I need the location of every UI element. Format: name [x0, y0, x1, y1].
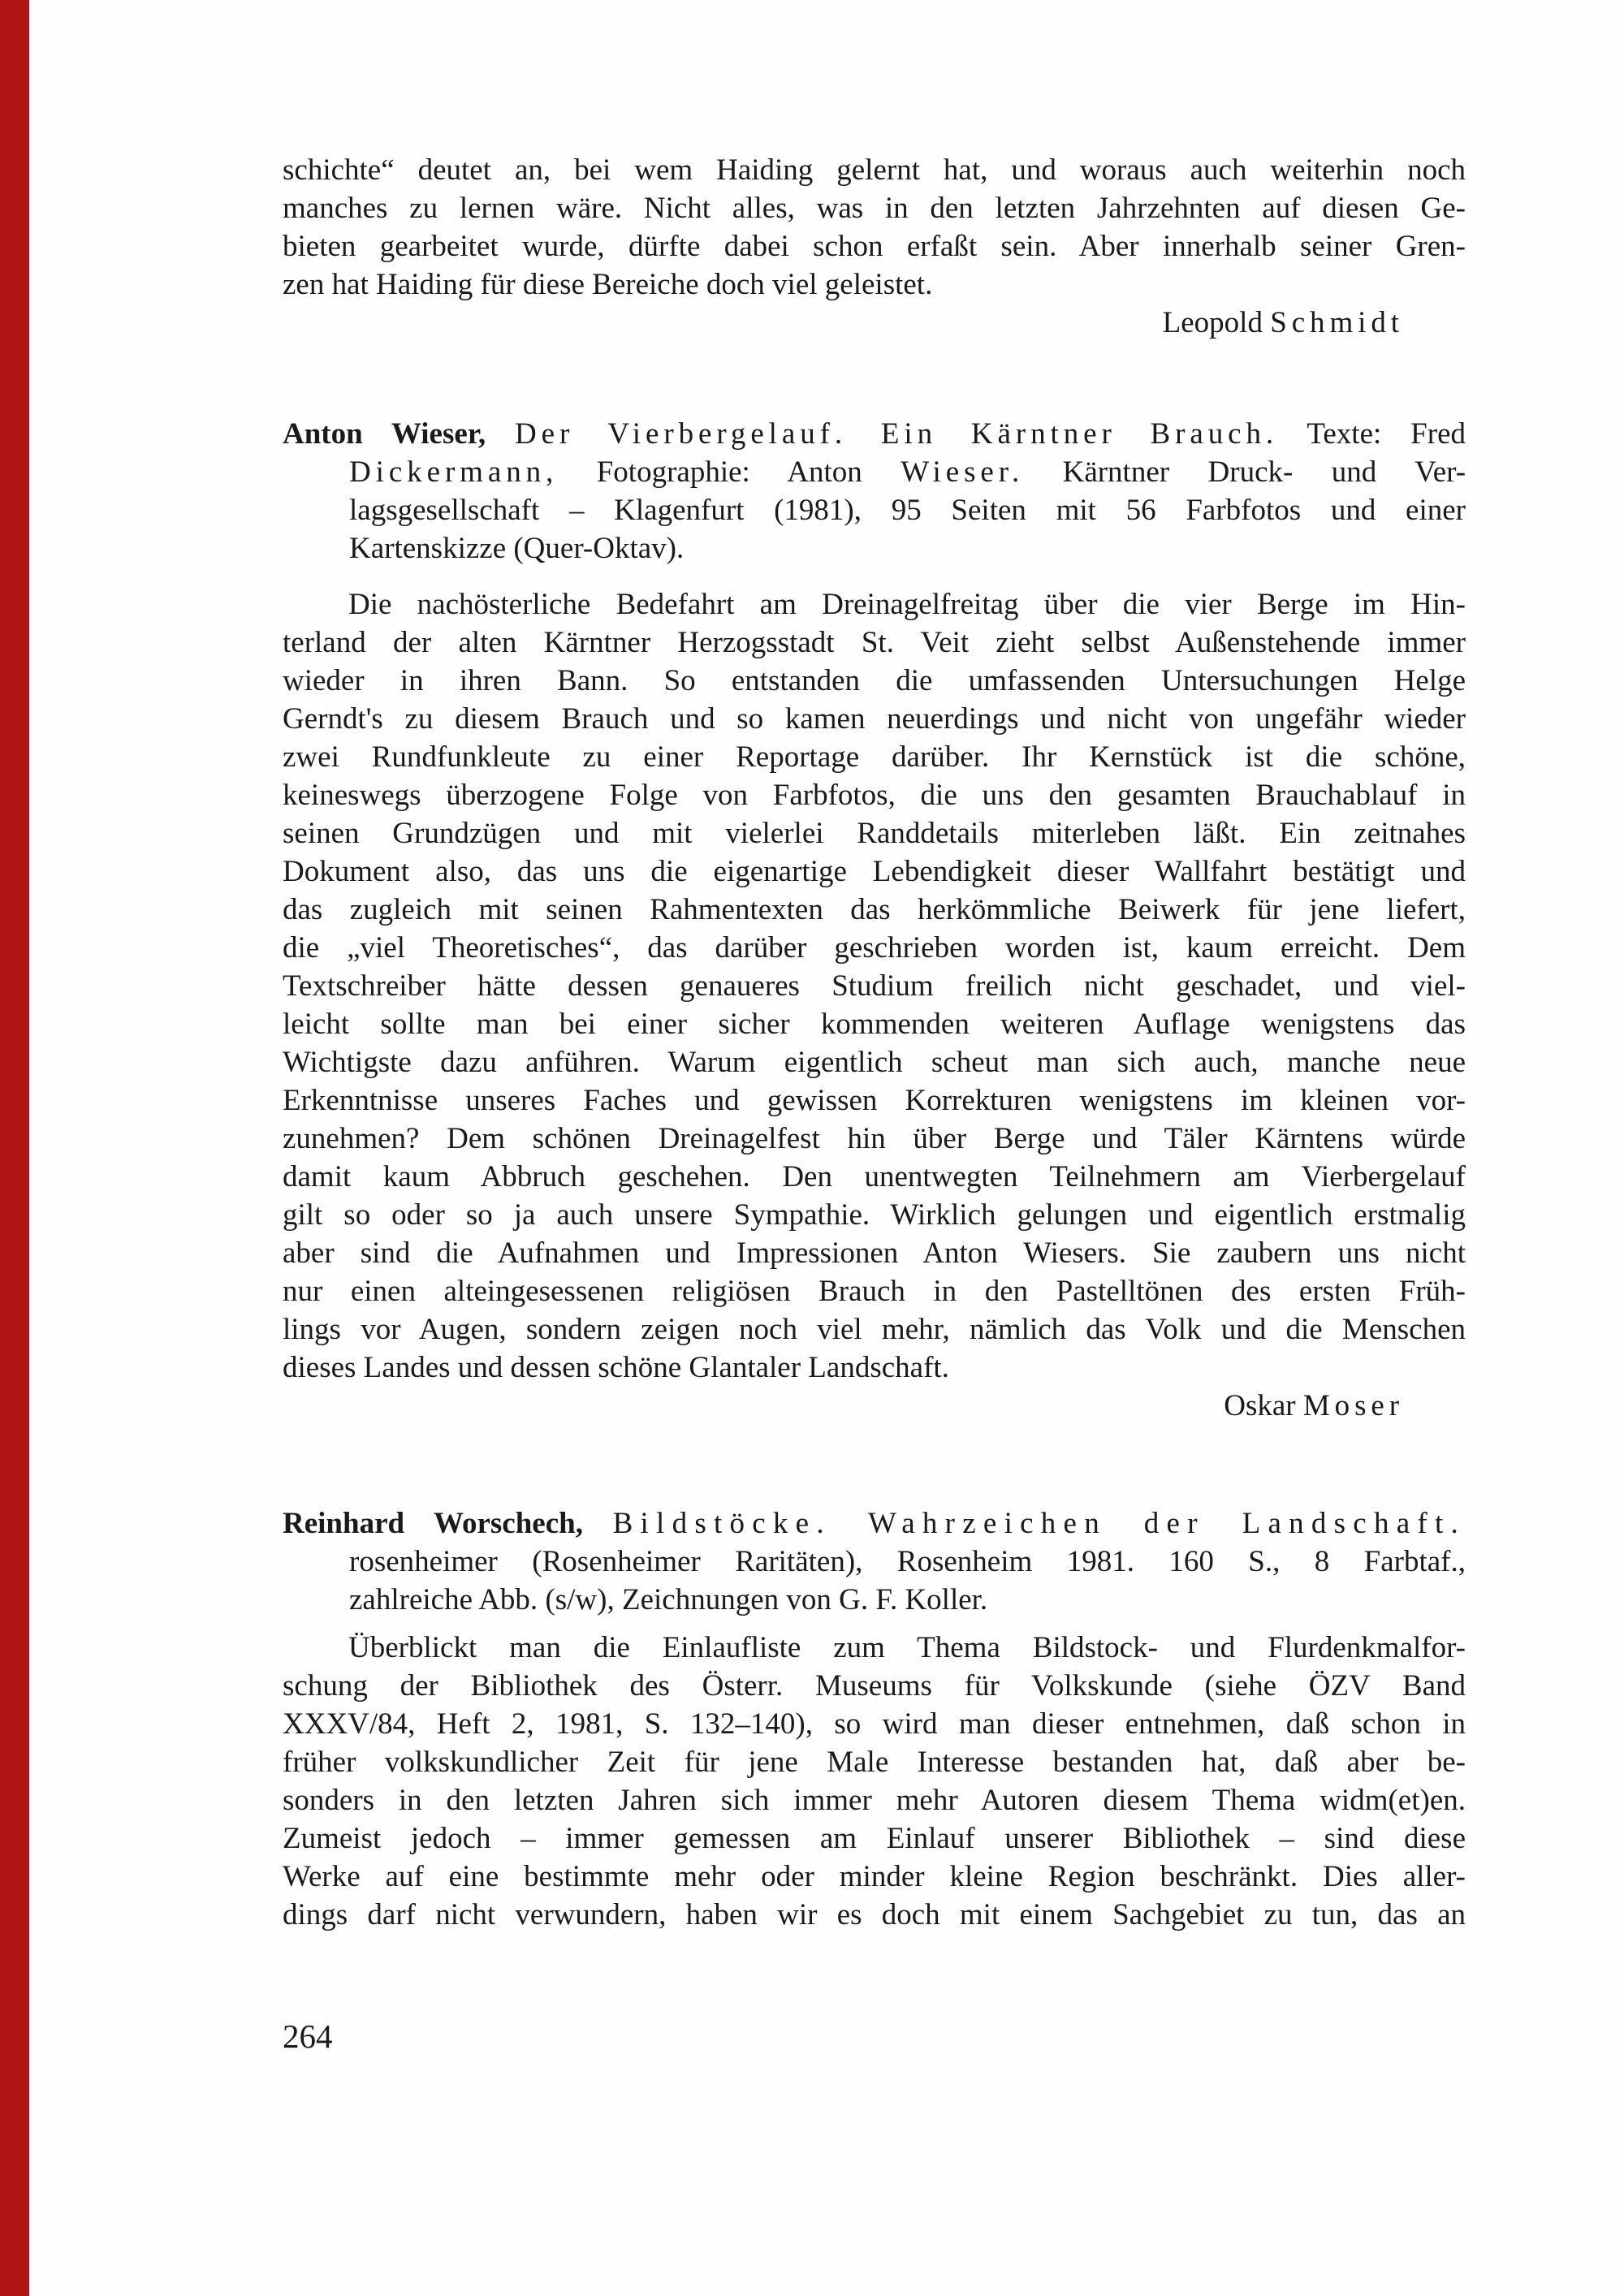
text-segment: Wieser.	[901, 455, 1025, 489]
text-segment: lings vor Augen, sondern zeigen noch viel mehr, nämlich das Volk und die Menschen	[283, 1313, 1466, 1346]
previous-review-closing-paragraph	[283, 151, 1466, 304]
text-segment: zwei Rundfunkleute zu einer Reportage darüber. Ihr Kernstück ist die schöne,	[283, 740, 1466, 774]
text-line	[283, 529, 1466, 568]
text-segment: Texte: Fred	[1307, 417, 1466, 451]
text-segment: Wichtigste dazu anführen. Warum eigentlich scheut man sich auch, manche neue	[283, 1046, 1466, 1079]
text-line	[283, 415, 1466, 453]
text-line	[283, 1543, 1466, 1581]
text-segment: leicht sollte man bei einer sicher kommenden weiteren Auflage wenigstens das	[283, 1008, 1466, 1041]
text-segment: zahlreiche Abb. (s/w), Zeichnungen von G. F. Koller.	[349, 1583, 988, 1616]
text-line	[283, 453, 1466, 491]
text-segment: Die nachösterliche Bedefahrt am Dreinagelfreitag über die vier Berge im Hin-	[348, 588, 1466, 621]
text-line	[283, 585, 1466, 624]
text-segment: die „viel Theoretisches“, das darüber geschrieben worden ist, kaum erreicht. Dem	[283, 931, 1466, 965]
text-segment: bieten gearbeitet wurde, dürfte dabei schon erfaßt sein. Aber innerhalb seiner Gren-	[283, 230, 1466, 263]
text-segment: Dickermann,	[349, 455, 559, 489]
text-line	[283, 776, 1466, 814]
text-segment: Schmidt	[1270, 306, 1404, 339]
text-segment: Moser	[1302, 1389, 1404, 1422]
text-line	[283, 491, 1466, 529]
text-segment: lagsgesellschaft – Klagenfurt (1981), 95 Seiten mit 56 Farbfotos und einer	[349, 494, 1466, 527]
left-scan-edge-bar	[0, 0, 29, 2296]
page-text-column	[283, 151, 1466, 1934]
text-line	[283, 1896, 1466, 1934]
text-line	[283, 1196, 1466, 1234]
text-line	[283, 738, 1466, 776]
text-line	[283, 1234, 1466, 1272]
text-segment: Bildstöcke. Wahrzeichen der Landschaft.	[612, 1507, 1466, 1540]
text-segment: keineswegs überzogene Folge von Farbfotos, die uns den gesamten Brauchablauf in	[283, 779, 1466, 812]
text-segment: Überblickt man die Einlaufliste zum Thema Bildstock- und Flurdenkmalfor-	[348, 1631, 1466, 1664]
text-segment: Kartenskizze (Quer-Oktav).	[349, 532, 685, 565]
review-body-wieser	[283, 585, 1466, 1387]
text-segment: wieder in ihren Bann. So entstanden die umfassenden Untersuchungen Helge	[283, 664, 1466, 697]
text-segment: sonders in den letzten Jahren sich immer mehr Autoren diesem Thema widm(et)en.	[283, 1784, 1466, 1817]
text-line	[283, 1081, 1466, 1120]
text-segment: Fotographie: Anton	[596, 455, 862, 489]
text-segment: dieses Landes und dessen schöne Glantaler Landschaft.	[283, 1351, 949, 1384]
text-segment: Erkenntnisse unseres Faches und gewissen Korrekturen wenigstens im kleinen vor-	[283, 1084, 1466, 1117]
text-line	[283, 1781, 1466, 1819]
text-line	[283, 662, 1466, 700]
text-segment: Kärntner Druck- und Ver-	[1062, 455, 1466, 489]
text-segment: Leopold	[1162, 306, 1271, 339]
text-line	[283, 1504, 1466, 1543]
text-line	[283, 1858, 1466, 1896]
text-segment: früher volkskundlicher Zeit für jene Male Interesse bestanden hat, daß aber be-	[283, 1746, 1466, 1779]
text-line	[283, 967, 1466, 1005]
text-line	[283, 151, 1466, 189]
text-line	[283, 1349, 1466, 1387]
text-line	[283, 852, 1466, 891]
text-segment: schichte“ deutet an, bei wem Haiding gelernt hat, und woraus auch weiterhin noch	[283, 153, 1466, 187]
book-reference-heading-wieser	[283, 415, 1466, 568]
text-line	[283, 1158, 1466, 1196]
text-line	[283, 304, 1404, 342]
text-segment: Oskar	[1224, 1389, 1303, 1422]
text-line	[283, 1705, 1466, 1743]
text-segment: rosenheimer (Rosenheimer Raritäten), Rosenheim 1981. 160 S., 8 Farbtaf.,	[349, 1545, 1466, 1578]
text-segment: Gerndt's zu diesem Brauch und so kamen neuerdings und nicht von ungefähr wieder	[283, 702, 1466, 736]
text-line	[283, 624, 1466, 662]
text-line	[283, 1629, 1466, 1667]
text-line	[283, 265, 1466, 304]
text-line	[283, 1005, 1466, 1043]
review-body-worschech	[283, 1629, 1466, 1934]
text-segment: manches zu lernen wäre. Nicht alles, was in den letzten Jahrzehnten auf diesen Ge-	[283, 192, 1466, 225]
text-segment: Werke auf eine bestimmte mehr oder minder kleine Region beschränkt. Dies aller-	[283, 1860, 1466, 1893]
text-line	[283, 1667, 1466, 1705]
text-line	[283, 814, 1466, 852]
text-segment: Anton Wieser,	[283, 417, 486, 451]
text-line	[283, 1043, 1466, 1081]
text-line	[283, 929, 1466, 967]
text-segment: gilt so oder so ja auch unsere Sympathie. Wirklich gelungen und eigentlich erstmalig	[283, 1198, 1466, 1232]
text-segment: damit kaum Abbruch geschehen. Den unentwegten Teilnehmern am Vierbergelauf	[283, 1160, 1466, 1193]
text-line	[283, 700, 1466, 738]
text-line	[283, 1272, 1466, 1310]
text-line	[283, 189, 1466, 227]
text-segment: nur einen alteingesessenen religiösen Brauch in den Pastelltönen des ersten Früh-	[283, 1275, 1466, 1308]
text-line	[283, 1819, 1466, 1858]
text-segment: schung der Bibliothek des Österr. Museums für Volkskunde (siehe ÖZV Band	[283, 1669, 1466, 1703]
text-line	[283, 891, 1466, 929]
text-segment: Der Vierbergelauf. Ein Kärntner Brauch.	[515, 417, 1279, 451]
text-line	[283, 1387, 1404, 1425]
text-segment: Dokument also, das uns die eigenartige Lebendigkeit dieser Wallfahrt bestätigt und	[283, 855, 1466, 888]
page-number: 264	[283, 2018, 333, 2055]
text-segment: Reinhard Worschech,	[283, 1507, 583, 1540]
text-segment: XXXV/84, Heft 2, 1981, S. 132–140), so wird man dieser entnehmen, daß schon in	[283, 1707, 1466, 1741]
text-segment: Zumeist jedoch – immer gemessen am Einlauf unserer Bibliothek – sind diese	[283, 1822, 1466, 1855]
reviewer-signature-leopold-schmidt	[283, 304, 1466, 342]
text-line	[283, 1310, 1466, 1349]
reviewer-signature-oskar-moser	[283, 1387, 1466, 1425]
text-segment: zunehmen? Dem schönen Dreinagelfest hin über Berge und Täler Kärntens würde	[283, 1122, 1466, 1155]
book-reference-heading-worschech	[283, 1504, 1466, 1619]
text-segment: das zugleich mit seinen Rahmentexten das herkömmliche Beiwerk für jene liefert,	[283, 893, 1466, 926]
text-segment: aber sind die Aufnahmen und Impressionen Anton Wiesers. Sie zaubern uns nicht	[283, 1236, 1466, 1270]
text-segment: Textschreiber hätte dessen genaueres Studium freilich nicht geschadet, und viel-	[283, 969, 1466, 1003]
text-line	[283, 1120, 1466, 1158]
text-segment: seinen Grundzügen und mit vielerlei Randdetails miterleben läßt. Ein zeitnahes	[283, 817, 1466, 850]
text-line	[283, 1581, 1466, 1619]
text-segment: zen hat Haiding für diese Bereiche doch viel geleistet.	[283, 268, 933, 301]
text-segment: dings darf nicht verwundern, haben wir es doch mit einem Sachgebiet zu tun, das an	[283, 1898, 1466, 1931]
text-segment: terland der alten Kärntner Herzogsstadt St. Veit zieht selbst Außenstehende immer	[283, 626, 1466, 659]
text-line	[283, 1743, 1466, 1781]
text-line	[283, 227, 1466, 265]
